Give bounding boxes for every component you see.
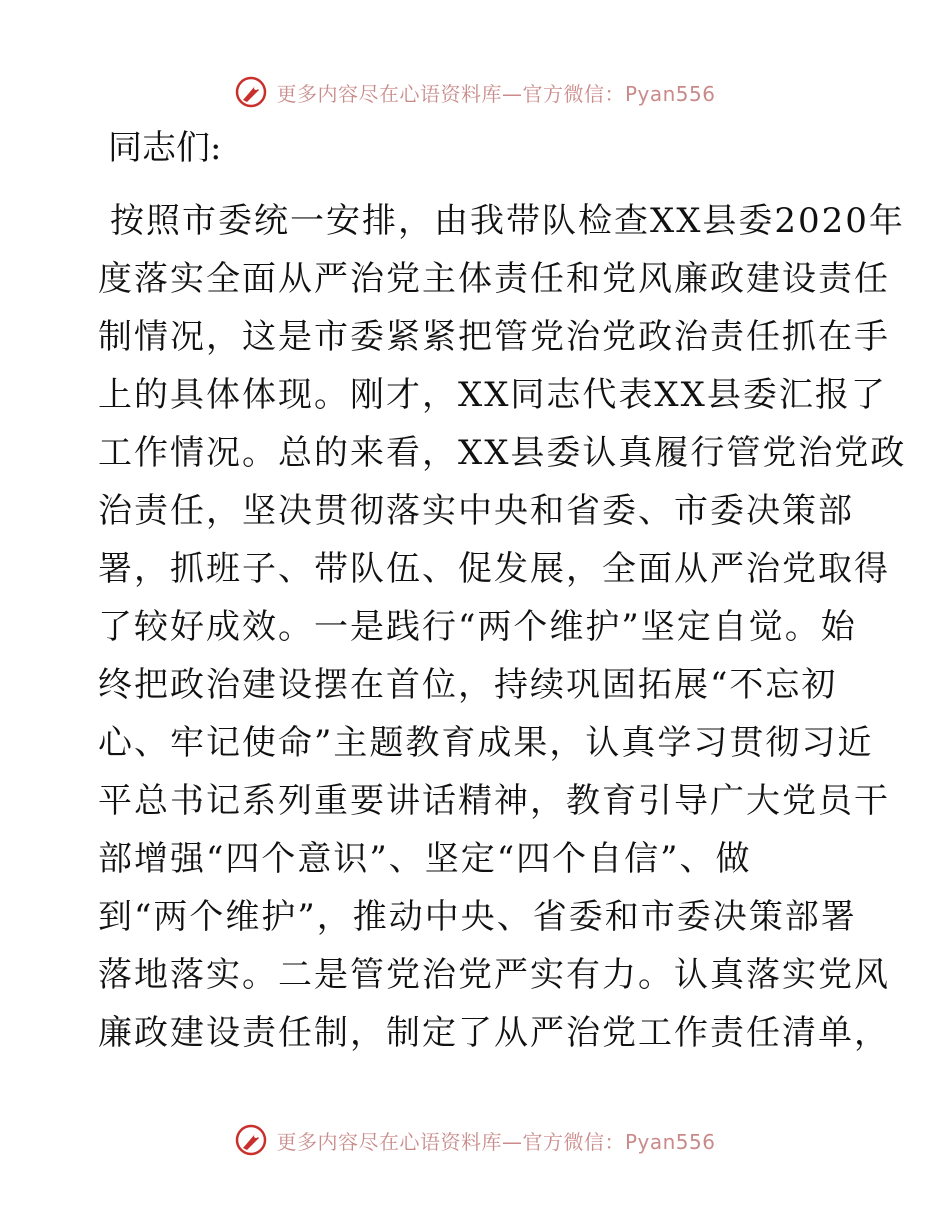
paragraph-line: 按照市委统一安排，由我带队检查XX县委2020年	[110, 201, 905, 241]
paragraph-line: 署，抓班子、带队伍、促发展，全面从严治党取得	[98, 549, 890, 589]
paragraph-line: 心、牢记使命”主题教育成果，认真学习贯彻习近	[98, 723, 874, 763]
paragraph-line: 了较好成效。一是践行“两个维护”坚定自觉。始	[98, 607, 857, 647]
header-watermark	[0, 70, 950, 114]
paragraph-line: 部增强“四个意识”、坚定“四个自信”、做	[98, 839, 752, 879]
paragraph-line: 制情况，这是市委紧紧把管党治党政治责任抓在手	[98, 317, 890, 357]
paragraph-line: 治责任，坚决贯彻落实中央和省委、市委决策部	[98, 491, 854, 531]
paragraph-line: 落地落实。二是管党治党严实有力。认真落实党风	[98, 955, 890, 995]
pen-nib-circle-icon	[234, 75, 268, 109]
paragraph-line: 工作情况。总的来看，XX县委认真履行管党治党政	[98, 433, 907, 473]
paragraph-line: 上的具体体现。刚才，XX同志代表XX县委汇报了	[98, 375, 887, 415]
watermark-text: 更多内容尽在心语资料库—官方微信：Pyan556	[276, 81, 716, 106]
paragraph-line: 廉政建设责任制，制定了从严治党工作责任清单，	[98, 1013, 890, 1053]
salutation: 同志们:	[108, 128, 222, 168]
paragraph-line: 平总书记系列重要讲话精神，教育引导广大党员干	[98, 781, 890, 821]
paragraph-line: 度落实全面从严治党主体责任和党风廉政建设责任	[98, 259, 890, 299]
paragraph-line: 终把政治建设摆在首位，持续巩固拓展“不忘初	[98, 665, 838, 705]
footer-watermark	[0, 1118, 950, 1162]
body-paragraph	[98, 192, 907, 1062]
watermark-text: 更多内容尽在心语资料库—官方微信：Pyan556	[276, 1129, 716, 1154]
paragraph-line: 到“两个维护”，推动中央、省委和市委决策部署	[98, 897, 857, 937]
pen-nib-circle-icon	[234, 1123, 268, 1157]
